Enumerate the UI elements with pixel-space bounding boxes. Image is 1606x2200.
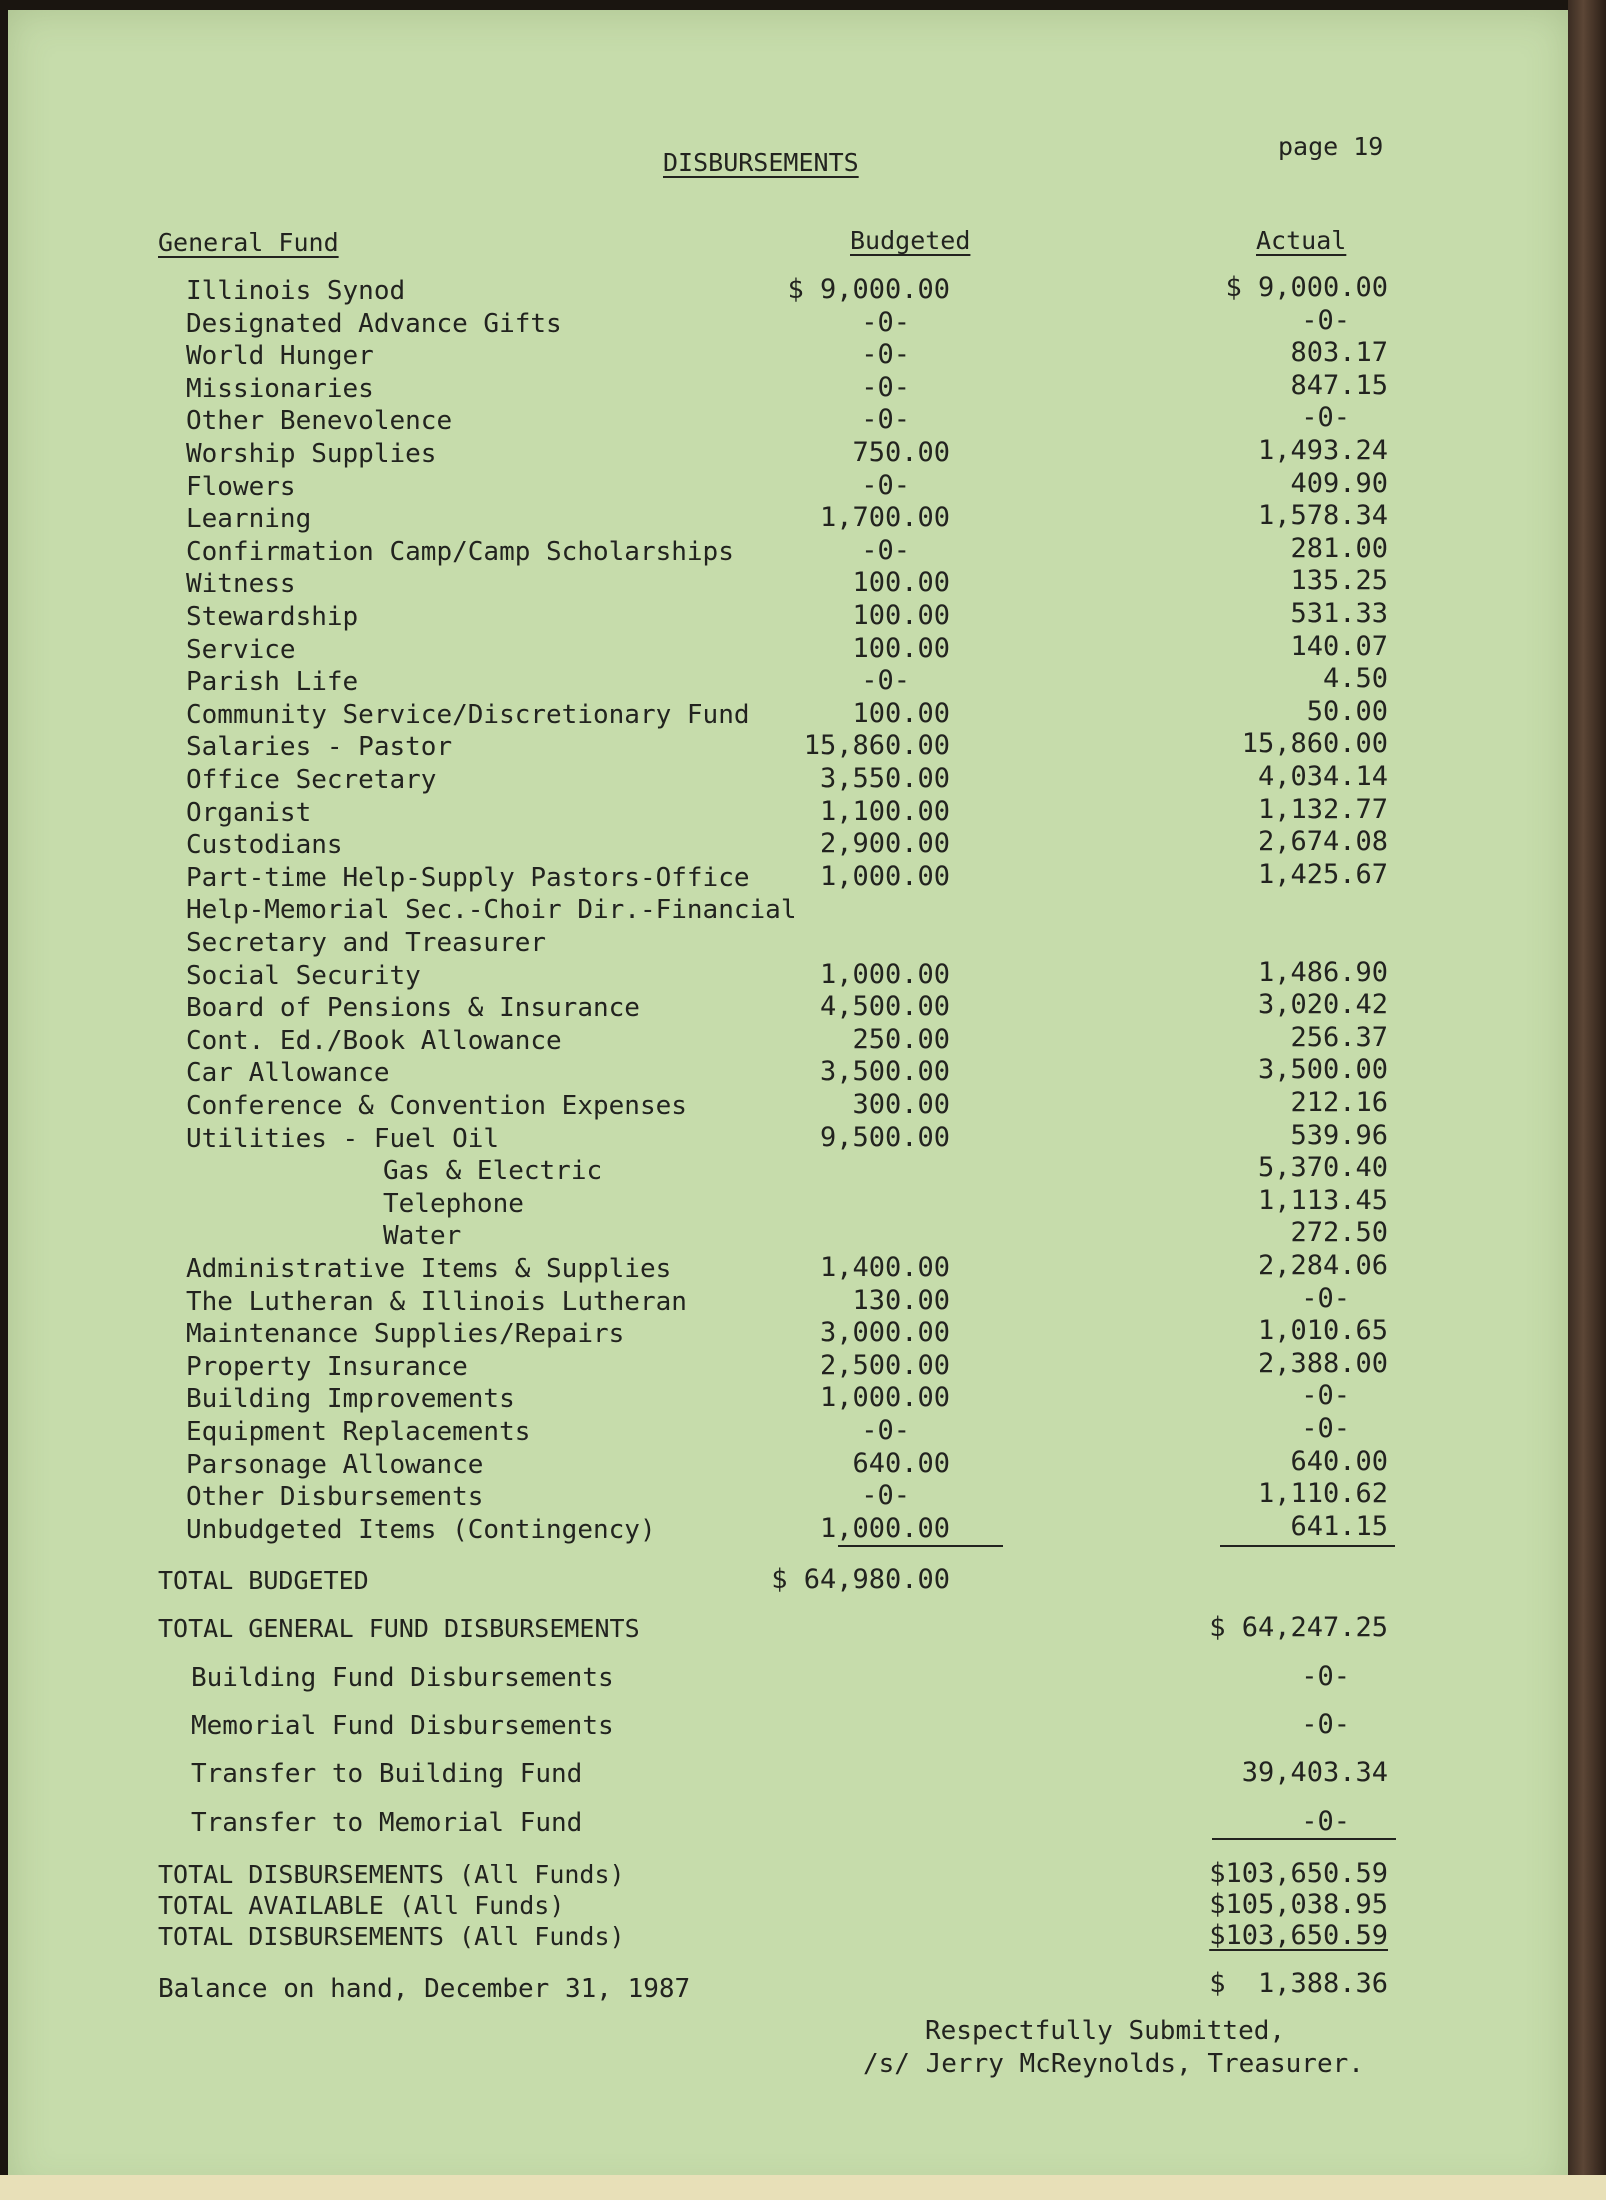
- item-label: Service: [186, 635, 296, 665]
- other-fund-value: -0-: [1301, 1806, 1350, 1837]
- item-budgeted: 750.00: [852, 437, 950, 468]
- item-label: Flowers: [186, 472, 296, 502]
- item-actual: 135.25: [1290, 565, 1388, 596]
- balance-value: $ 1,388.36: [1209, 1968, 1388, 1999]
- item-budgeted: 100.00: [852, 698, 950, 729]
- page-bottom-strip: [0, 2175, 1606, 2200]
- document-title: DISBURSEMENTS: [663, 148, 859, 177]
- item-label: Office Secretary: [186, 765, 437, 795]
- item-budgeted: $ 9,000.00: [787, 274, 950, 305]
- item-label: World Hunger: [186, 341, 374, 371]
- other-fund-label: Transfer to Memorial Fund: [191, 1808, 583, 1838]
- item-actual: 803.17: [1290, 337, 1388, 368]
- item-label: Other Disbursements: [186, 1482, 484, 1512]
- item-label: Property Insurance: [186, 1352, 468, 1382]
- item-label: Social Security: [186, 961, 421, 991]
- item-budgeted: 1,000.00: [819, 861, 950, 892]
- summary-label: TOTAL AVAILABLE (All Funds): [158, 1891, 565, 1920]
- other-fund-value: -0-: [1301, 1661, 1350, 1692]
- item-budgeted: 9,500.00: [819, 1122, 950, 1153]
- item-label: Stewardship: [186, 602, 359, 632]
- item-budgeted: 1,000.00: [819, 1513, 950, 1544]
- item-label: Designated Advance Gifts: [186, 309, 562, 339]
- item-label: Organist: [186, 798, 312, 828]
- document-page: [8, 10, 1568, 2195]
- item-budgeted: 1,000.00: [819, 959, 950, 990]
- item-actual: 4.50: [1322, 663, 1388, 694]
- item-budgeted: -0-: [861, 307, 910, 338]
- item-label: Community Service/Discretionary Fund: [186, 700, 750, 730]
- item-actual: 1,113.45: [1257, 1185, 1388, 1216]
- item-actual: 4,034.14: [1257, 761, 1388, 792]
- item-actual: 2,674.08: [1257, 826, 1388, 857]
- summary-value: $105,038.95: [1209, 1889, 1388, 1920]
- total-budgeted-value: $ 64,980.00: [771, 1564, 950, 1595]
- total-general-fund-value: $ 64,247.25: [1209, 1612, 1388, 1643]
- item-actual: 1,578.34: [1257, 500, 1388, 531]
- column-header-fund: General Fund: [158, 228, 339, 257]
- item-actual: -0-: [1301, 1413, 1350, 1444]
- column-header-actual: Actual: [1256, 226, 1347, 255]
- item-actual: 1,486.90: [1257, 957, 1388, 988]
- other-fund-label: Memorial Fund Disbursements: [191, 1711, 614, 1741]
- item-label: Gas & Electric: [383, 1156, 603, 1186]
- signature-line-1: Respectfully Submitted,: [925, 2016, 1286, 2046]
- summary-label: TOTAL DISBURSEMENTS (All Funds): [158, 1922, 625, 1951]
- item-label: Worship Supplies: [186, 439, 437, 469]
- item-budgeted: 640.00: [852, 1448, 950, 1479]
- item-label: Secretary and Treasurer: [186, 928, 547, 958]
- signature-line-2: /s/ Jerry McReynolds, Treasurer.: [863, 2049, 1364, 2079]
- item-actual: 3,020.42: [1257, 989, 1388, 1020]
- item-actual: 641.15: [1290, 1511, 1388, 1542]
- item-label: Car Allowance: [186, 1058, 390, 1088]
- item-budgeted: 3,550.00: [819, 763, 950, 794]
- item-budgeted: 100.00: [852, 567, 950, 598]
- item-label: The Lutheran & Illinois Lutheran: [186, 1287, 687, 1317]
- item-budgeted: 1,400.00: [819, 1252, 950, 1283]
- other-fund-label: Building Fund Disbursements: [191, 1663, 614, 1693]
- item-budgeted: 100.00: [852, 600, 950, 631]
- item-actual: 281.00: [1290, 533, 1388, 564]
- item-label: Building Improvements: [186, 1384, 515, 1414]
- item-label: Parsonage Allowance: [186, 1450, 484, 1480]
- item-label: Board of Pensions & Insurance: [186, 993, 640, 1023]
- budgeted-sum-rule: [838, 1545, 1003, 1547]
- item-actual: 531.33: [1290, 598, 1388, 629]
- item-label: Parish Life: [186, 667, 359, 697]
- item-label: Learning: [186, 504, 312, 534]
- item-label: Water: [383, 1221, 462, 1251]
- item-budgeted: 3,500.00: [819, 1056, 950, 1087]
- item-budgeted: 250.00: [852, 1024, 950, 1055]
- total-general-fund-label: TOTAL GENERAL FUND DISBURSEMENTS: [158, 1614, 640, 1643]
- item-label: Custodians: [186, 830, 343, 860]
- item-budgeted: 130.00: [852, 1285, 950, 1316]
- item-actual: -0-: [1301, 402, 1350, 433]
- item-budgeted: -0-: [861, 404, 910, 435]
- item-budgeted: -0-: [861, 1480, 910, 1511]
- item-budgeted: 3,000.00: [819, 1317, 950, 1348]
- item-label: Other Benevolence: [186, 406, 453, 436]
- item-label: Part-time Help-Supply Pastors-Office: [186, 863, 750, 893]
- item-actual: 409.90: [1290, 468, 1388, 499]
- summary-label: TOTAL DISBURSEMENTS (All Funds): [158, 1860, 625, 1889]
- item-budgeted: 4,500.00: [819, 991, 950, 1022]
- item-budgeted: -0-: [861, 372, 910, 403]
- item-actual: 2,388.00: [1257, 1348, 1388, 1379]
- item-actual: 50.00: [1306, 696, 1388, 727]
- item-actual: 1,493.24: [1257, 435, 1388, 466]
- other-fund-value: 39,403.34: [1241, 1757, 1388, 1788]
- item-budgeted: 2,900.00: [819, 828, 950, 859]
- balance-label: Balance on hand, December 31, 1987: [158, 1974, 691, 2004]
- item-label: Salaries - Pastor: [186, 732, 453, 762]
- item-budgeted: 1,700.00: [819, 502, 950, 533]
- item-label: Administrative Items & Supplies: [186, 1254, 672, 1284]
- item-budgeted: 300.00: [852, 1089, 950, 1120]
- item-actual: -0-: [1301, 1283, 1350, 1314]
- page-edge: [1568, 0, 1606, 2200]
- actual-sum-rule: [1220, 1545, 1395, 1547]
- item-budgeted: 1,000.00: [819, 1382, 950, 1413]
- item-actual: 847.15: [1290, 370, 1388, 401]
- item-actual: 212.16: [1290, 1087, 1388, 1118]
- item-budgeted: -0-: [861, 1415, 910, 1446]
- item-label: Utilities - Fuel Oil: [186, 1124, 500, 1154]
- item-actual: 15,860.00: [1241, 728, 1388, 759]
- item-actual: $ 9,000.00: [1225, 272, 1388, 303]
- other-fund-value: -0-: [1301, 1709, 1350, 1740]
- item-actual: 5,370.40: [1257, 1152, 1388, 1183]
- item-label: Help-Memorial Sec.-Choir Dir.-Financial: [186, 895, 797, 925]
- item-actual: -0-: [1301, 1380, 1350, 1411]
- item-label: Conference & Convention Expenses: [186, 1091, 687, 1121]
- item-label: Cont. Ed./Book Allowance: [186, 1026, 562, 1056]
- item-actual: 256.37: [1290, 1022, 1388, 1053]
- item-actual: 140.07: [1290, 631, 1388, 662]
- item-actual: 272.50: [1290, 1217, 1388, 1248]
- item-actual: 1,010.65: [1257, 1315, 1388, 1346]
- item-budgeted: 100.00: [852, 633, 950, 664]
- item-budgeted: -0-: [861, 470, 910, 501]
- item-budgeted: -0-: [861, 535, 910, 566]
- item-actual: -0-: [1301, 305, 1350, 336]
- item-actual: 1,110.62: [1257, 1478, 1388, 1509]
- item-actual: 1,425.67: [1257, 859, 1388, 890]
- item-label: Witness: [186, 569, 296, 599]
- item-budgeted: -0-: [861, 665, 910, 696]
- other-funds-sum-rule: [1212, 1838, 1396, 1840]
- item-actual: 640.00: [1290, 1446, 1388, 1477]
- item-label: Equipment Replacements: [186, 1417, 531, 1447]
- item-actual: 2,284.06: [1257, 1250, 1388, 1281]
- item-budgeted: 15,860.00: [803, 730, 950, 761]
- item-label: Unbudgeted Items (Contingency): [186, 1515, 656, 1545]
- item-label: Telephone: [383, 1189, 524, 1219]
- column-header-budgeted: Budgeted: [850, 226, 971, 255]
- item-actual: 1,132.77: [1257, 794, 1388, 825]
- summary-value: $103,650.59: [1209, 1920, 1388, 1951]
- summary-value: $103,650.59: [1209, 1858, 1388, 1889]
- item-budgeted: 1,100.00: [819, 796, 950, 827]
- other-fund-label: Transfer to Building Fund: [191, 1759, 583, 1789]
- item-budgeted: 2,500.00: [819, 1350, 950, 1381]
- item-label: Missionaries: [186, 374, 374, 404]
- item-actual: 3,500.00: [1257, 1054, 1388, 1085]
- item-actual: 539.96: [1290, 1120, 1388, 1151]
- item-label: Maintenance Supplies/Repairs: [186, 1319, 625, 1349]
- item-label: Illinois Synod: [186, 276, 406, 306]
- item-budgeted: -0-: [861, 339, 910, 370]
- page-number: page 19: [1278, 132, 1384, 161]
- total-budgeted-label: TOTAL BUDGETED: [158, 1566, 369, 1595]
- item-label: Confirmation Camp/Camp Scholarships: [186, 537, 734, 567]
